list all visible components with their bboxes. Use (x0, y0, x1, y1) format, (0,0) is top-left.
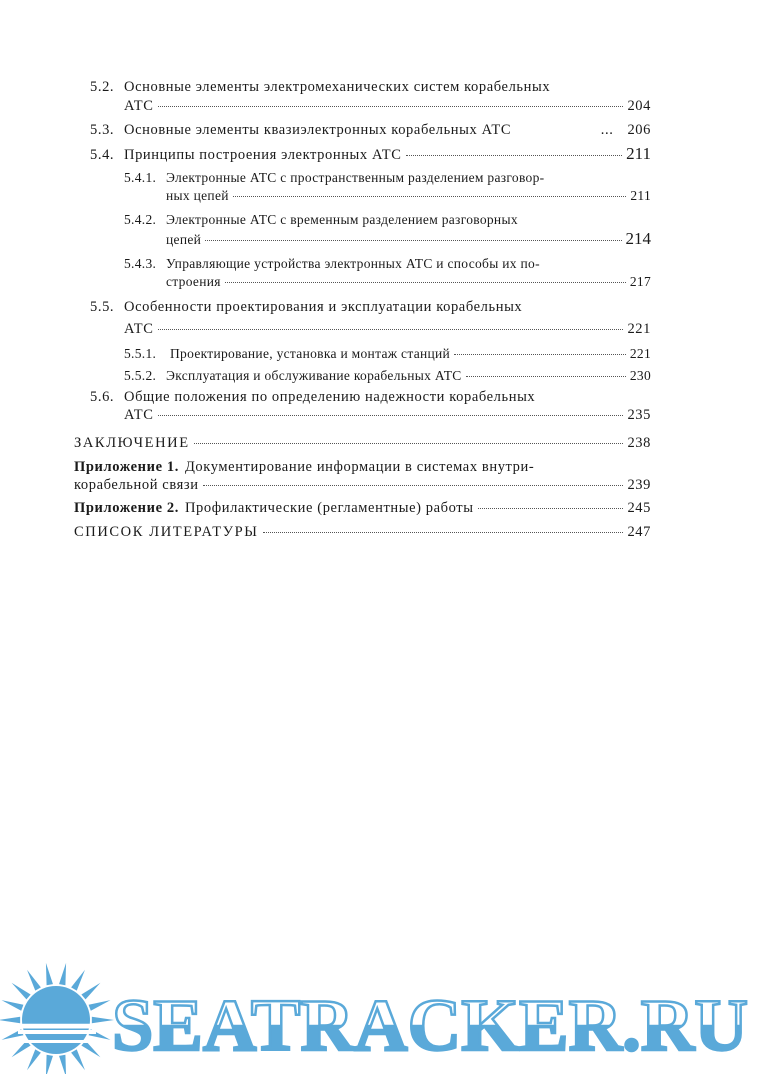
dot-leader (158, 106, 624, 107)
toc-entry-conclusion[interactable] (74, 434, 651, 452)
appendix-label: Приложение 1. (74, 459, 179, 475)
toc-entry-5-5-1[interactable] (124, 345, 651, 363)
toc-entry-number: 5.4.3. (124, 256, 157, 271)
toc-entry-title: Управляющие устройства электронных АТС и способы их по- (166, 256, 540, 271)
toc-entry-number: 5.4.1. (124, 170, 157, 185)
toc-entry-title: Эксплуатация и обслуживание корабельных АТС (166, 368, 462, 383)
toc-entry-number: 5.6. (90, 389, 115, 405)
sun-ray (71, 970, 85, 991)
sun-ray (81, 1041, 100, 1058)
toc-page-number: 247 (627, 524, 651, 540)
toc-entry-5-4[interactable] (90, 145, 651, 164)
dot-leader (225, 282, 626, 283)
sun-ray (92, 1017, 114, 1023)
toc-entry-number: 5.5. (90, 299, 115, 315)
sun-ray (27, 1049, 41, 1070)
toc-page-number: 245 (627, 500, 651, 516)
dot-leader (158, 329, 624, 330)
dot-leader (194, 443, 624, 444)
toc-entry-title: Общие положения по определению надежности корабельных (124, 389, 536, 405)
toc-entry-5-2-line2[interactable] (124, 97, 651, 115)
toc-entry-number: 5.4.2. (124, 212, 157, 227)
toc-page-number: 217 (629, 274, 651, 289)
toc-entry-5-4-2-line1 (124, 211, 650, 229)
toc-entry-5-5-2[interactable] (124, 367, 651, 385)
toc-page-number: 221 (629, 346, 651, 361)
sun-ray (46, 1055, 53, 1074)
sun-ray (59, 1055, 66, 1074)
toc-entry-title-cont: АТС (124, 407, 154, 423)
toc-page-number: 211 (626, 144, 651, 163)
sun-ray (12, 983, 31, 1000)
dot-leader (205, 240, 621, 241)
dot-leader (406, 155, 623, 156)
toc-entry-title: Основные элементы квазиэлектронных корабельных АТС (124, 122, 512, 138)
dot-leader (203, 485, 624, 486)
toc-entry-5-5-line1 (90, 298, 650, 316)
sun-icon (0, 963, 114, 1074)
toc-entry-number: 5.4. (90, 147, 115, 163)
toc-entry-title-cont: корабельной связи (74, 477, 199, 493)
toc-entry-5-4-3-line1 (124, 255, 650, 273)
sun-ray (1, 1000, 23, 1011)
sun-ray (89, 1000, 111, 1011)
toc-entry-title: Электронные АТС с пространственным разделением разговор- (166, 170, 545, 185)
toc-entry-title: ЗАКЛЮЧЕНИЕ (74, 435, 190, 451)
toc-page-number: 221 (627, 321, 651, 337)
toc-entry-title: СПИСОК ЛИТЕРАТУРЫ (74, 524, 259, 540)
toc-entry-5-4-2-line2[interactable] (166, 230, 651, 249)
watermark-text: SEATRACKER.RU (112, 985, 748, 1067)
dot-leader (454, 354, 626, 355)
sun-ray (12, 1041, 31, 1058)
toc-entry-number: 5.3. (90, 122, 115, 138)
seatracker-watermark (0, 948, 759, 1074)
toc-entry-5-5-line2[interactable] (124, 320, 651, 338)
toc-entry-5-4-1-line1 (124, 169, 650, 187)
toc-entry-title: Принципы построения электронных АТС (124, 147, 402, 163)
toc-entry-references[interactable] (74, 523, 651, 541)
sun-ray (0, 1017, 20, 1023)
toc-page-number: 239 (627, 477, 651, 493)
toc-entry-title: Электронные АТС с временным разделением разговорных (166, 212, 518, 227)
toc-entry-number: 5.5.2. (124, 368, 157, 383)
appendix-label: Приложение 2. (74, 500, 179, 516)
dot-leader (158, 415, 624, 416)
toc-entry-5-4-3-line2[interactable] (166, 273, 651, 291)
toc-entry-appendix-1-line1 (74, 458, 650, 476)
toc-entry-title: Документирование информации в системах внутри- (184, 459, 535, 475)
dot-leader (233, 196, 627, 197)
sun-ray (59, 963, 66, 985)
toc-entry-5-3[interactable] (90, 121, 651, 139)
toc-page-number: 235 (627, 407, 651, 423)
toc-page-number: 214 (625, 229, 651, 248)
toc-entry-5-4-1-line2[interactable] (166, 187, 651, 205)
toc-page-number: 230 (629, 368, 651, 383)
toc-entry-number: 5.5.1. (124, 346, 157, 361)
toc-ellipsis: ... (600, 122, 614, 138)
dot-leader (478, 508, 624, 509)
toc-entry-title: Профилактические (регламентные) работы (184, 500, 474, 516)
toc-entry-title: Особенности проектирования и эксплуатации корабельных (124, 299, 523, 315)
toc-page-number: 211 (630, 188, 651, 203)
toc-entry-title-cont: цепей (166, 232, 202, 247)
toc-entry-title: Основные элементы электромеханических систем корабельных (124, 79, 551, 95)
sun-ray (27, 970, 41, 991)
toc-entry-5-2-line1 (90, 78, 650, 96)
sun-ray (81, 983, 100, 1000)
toc-entry-title-cont: АТС (124, 98, 154, 114)
toc-entry-title: Проектирование, установка и монтаж станций (170, 346, 451, 361)
toc-page-number: 204 (627, 98, 651, 114)
toc-entry-title-cont: ных цепей (166, 188, 229, 203)
dot-leader (263, 532, 624, 533)
toc-page-number: 238 (627, 435, 651, 451)
toc-entry-appendix-2[interactable] (74, 499, 651, 517)
toc-entry-title-cont: строения (166, 274, 221, 289)
toc-entry-5-6-line2[interactable] (124, 406, 651, 424)
toc-page-number: 206 (627, 122, 651, 138)
sun-ray (71, 1049, 85, 1070)
sun-ray (46, 963, 53, 985)
toc-entry-number: 5.2. (90, 79, 115, 95)
toc-entry-5-6-line1 (90, 388, 650, 406)
toc-entry-appendix-1-line2[interactable] (74, 476, 651, 494)
dot-leader (466, 376, 626, 377)
toc-entry-title-cont: АТС (124, 321, 154, 337)
